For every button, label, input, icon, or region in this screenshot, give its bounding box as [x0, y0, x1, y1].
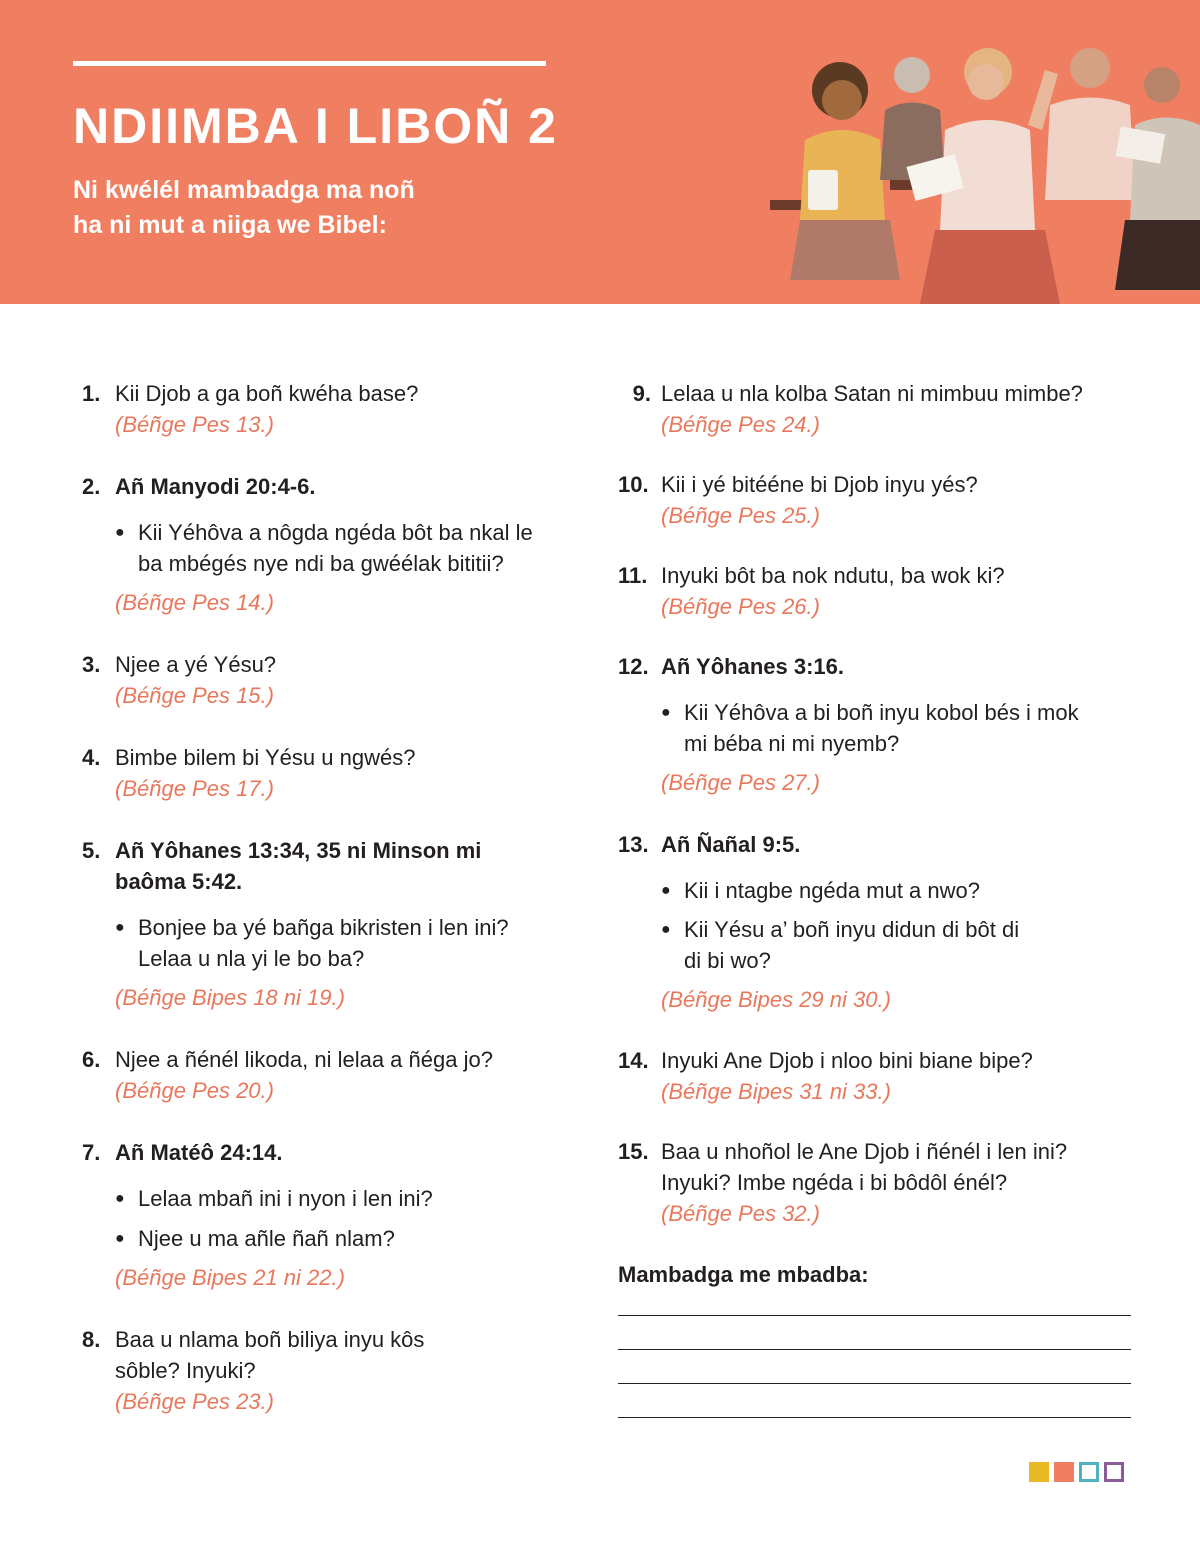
question-number: 5.	[82, 838, 101, 863]
reference: (Béñge Bipes 29 ni 30.)	[661, 987, 891, 1012]
audience-illustration	[760, 30, 1200, 304]
reference: (Béñge Pes 14.)	[115, 590, 274, 615]
bullet-icon: ●	[115, 1190, 125, 1207]
reference: (Béñge Pes 15.)	[115, 683, 274, 708]
question-number: 8.	[82, 1327, 101, 1352]
bullet-icon: ●	[661, 882, 671, 899]
left-column	[82, 378, 562, 1417]
bullet-icon: ●	[661, 704, 671, 721]
question-text: Añ Manyodi 20:4-6.	[115, 474, 316, 499]
bullet-text: Kii i ntagbe ngéda mut a nwo?	[684, 878, 980, 903]
progress-squares	[1029, 1462, 1124, 1482]
question-text: Inyuki Ane Djob i nloo bini biane bipe?	[661, 1048, 1033, 1073]
person-1-skirt	[790, 220, 900, 280]
notes-section	[618, 1259, 1138, 1418]
question-12	[618, 651, 1138, 798]
subtitle-line-2: ha ni mut a niiga we Bibel:	[73, 211, 387, 239]
question-3	[82, 649, 562, 711]
header-rule	[73, 61, 546, 66]
bullet-icon: ●	[115, 524, 125, 541]
subtitle-line-1: Ni kwélél mambadga ma noñ	[73, 176, 415, 204]
square-teal-outline	[1079, 1462, 1099, 1482]
person-2-face	[894, 57, 930, 93]
question-number: 7.	[82, 1140, 101, 1165]
question-number: 6.	[82, 1047, 101, 1072]
notes-title: Mambadga me mbadba:	[618, 1262, 869, 1287]
question-8	[82, 1324, 562, 1417]
person-3-skirt	[920, 230, 1060, 304]
question-text: Kii Djob a ga boñ kwéha base?	[115, 381, 419, 406]
question-text: Añ Ñañal 9:5.	[661, 832, 801, 857]
question-text: Baa u nhoñol le Ane Djob i ñénél i len ini? Inyuki? Imbe ngéda i bi bôdôl énél?	[661, 1139, 1068, 1195]
question-text: Añ Matéô 24:14.	[115, 1140, 283, 1165]
question-15	[618, 1136, 1138, 1229]
reference: (Béñge Bipes 18 ni 19.)	[115, 985, 345, 1010]
bullet-item	[82, 1183, 562, 1214]
square-yellow	[1029, 1462, 1049, 1482]
reference: (Béñge Pes 25.)	[661, 503, 820, 528]
bullet-text: Kii Yéhôva a bi boñ inyu kobol bés i mok mi béba ni mi nyemb?	[684, 700, 1079, 756]
note-line[interactable]	[618, 1349, 1131, 1350]
question-1	[82, 378, 562, 440]
person-5-face	[1144, 67, 1180, 103]
page-subtitle	[73, 173, 493, 243]
bullet-text: Lelaa mbañ ini i nyon i len ini?	[138, 1186, 433, 1211]
tablet	[808, 170, 838, 210]
bullet-text: Kii Yésu a’ boñ inyu didun di bôt di di bi wo?	[684, 917, 1020, 973]
reference: (Béñge Bipes 21 ni 22.)	[115, 1265, 345, 1290]
bullet-text: Njee u ma añle ñañ nlam?	[138, 1226, 395, 1251]
question-number: 12.	[618, 654, 649, 679]
question-13	[618, 829, 1138, 1015]
question-text: Inyuki bôt ba nok ndutu, ba wok ki?	[661, 563, 1005, 588]
reference: (Béñge Pes 26.)	[661, 594, 820, 619]
header-banner	[0, 0, 1200, 304]
bullet-item	[82, 1223, 562, 1254]
question-text: Njee a yé Yésu?	[115, 652, 277, 677]
question-5	[82, 835, 562, 1013]
question-number: 14.	[618, 1048, 649, 1073]
note-line[interactable]	[618, 1315, 1131, 1316]
bullet-item	[618, 875, 1138, 906]
bullet-item	[82, 517, 562, 579]
question-number: 13.	[618, 832, 649, 857]
question-2	[82, 471, 562, 618]
bullet-icon: ●	[115, 919, 125, 936]
question-text: Bimbe bilem bi Yésu u ngwés?	[115, 745, 416, 770]
reference: (Béñge Pes 13.)	[115, 412, 274, 437]
person-5-skirt	[1115, 220, 1200, 290]
right-column	[618, 378, 1138, 1418]
question-9	[618, 378, 1138, 440]
question-text: Njee a ñénél likoda, ni lelaa a ñéga jo?	[115, 1047, 493, 1072]
question-14	[618, 1045, 1138, 1107]
person-4-face	[1070, 48, 1110, 88]
bullet-icon: ●	[115, 1230, 125, 1247]
square-purple-outline	[1104, 1462, 1124, 1482]
question-text: Kii i yé bitééne bi Djob inyu yés?	[661, 472, 978, 497]
reference: (Béñge Pes 27.)	[661, 770, 820, 795]
question-11	[618, 560, 1138, 622]
question-number: 11.	[618, 563, 648, 588]
note-line[interactable]	[618, 1383, 1131, 1384]
bullet-text: Kii Yéhôva a nôgda ngéda bôt ba nkal le ba mbégés nye ndi ba gwéélak bititii?	[138, 520, 533, 576]
question-number: 3.	[82, 652, 101, 677]
note-line[interactable]	[618, 1417, 1131, 1418]
reference: (Béñge Pes 17.)	[115, 776, 274, 801]
bullet-item	[618, 697, 1138, 759]
bullet-text: Bonjee ba yé bañga bikristen i len ini? Lelaa u nla yi le bo ba?	[138, 915, 509, 971]
question-4	[82, 742, 562, 804]
question-text: Lelaa u nla kolba Satan ni mimbuu mimbe?	[661, 381, 1083, 406]
question-10	[618, 469, 1138, 531]
page-title: NDIIMBA I LIBOÑ 2	[73, 98, 558, 154]
reference: (Béñge Pes 20.)	[115, 1078, 274, 1103]
reference: (Béñge Bipes 31 ni 33.)	[661, 1079, 891, 1104]
question-6	[82, 1044, 562, 1106]
question-7	[82, 1137, 562, 1293]
reference: (Béñge Pes 23.)	[115, 1389, 274, 1414]
question-text: Añ Yôhanes 3:16.	[661, 654, 844, 679]
question-number: 4.	[82, 745, 101, 770]
person-1-face	[822, 80, 862, 120]
bullet-item	[618, 914, 1138, 976]
bullet-item	[82, 912, 562, 974]
question-text: Añ Yôhanes 13:34, 35 ni Minson mi baôma 5:42.	[115, 838, 482, 894]
question-number: 15.	[618, 1139, 649, 1164]
bullet-icon: ●	[661, 921, 671, 938]
question-number: 9.	[632, 381, 651, 406]
reference: (Béñge Pes 24.)	[661, 412, 820, 437]
question-number: 1.	[82, 381, 101, 406]
question-number: 2.	[82, 474, 101, 499]
reference: (Béñge Pes 32.)	[661, 1201, 820, 1226]
question-number: 10.	[618, 472, 649, 497]
person-3-face	[968, 64, 1004, 100]
square-coral	[1054, 1462, 1074, 1482]
question-text: Baa u nlama boñ biliya inyu kôs sôble? Inyuki?	[115, 1327, 425, 1383]
